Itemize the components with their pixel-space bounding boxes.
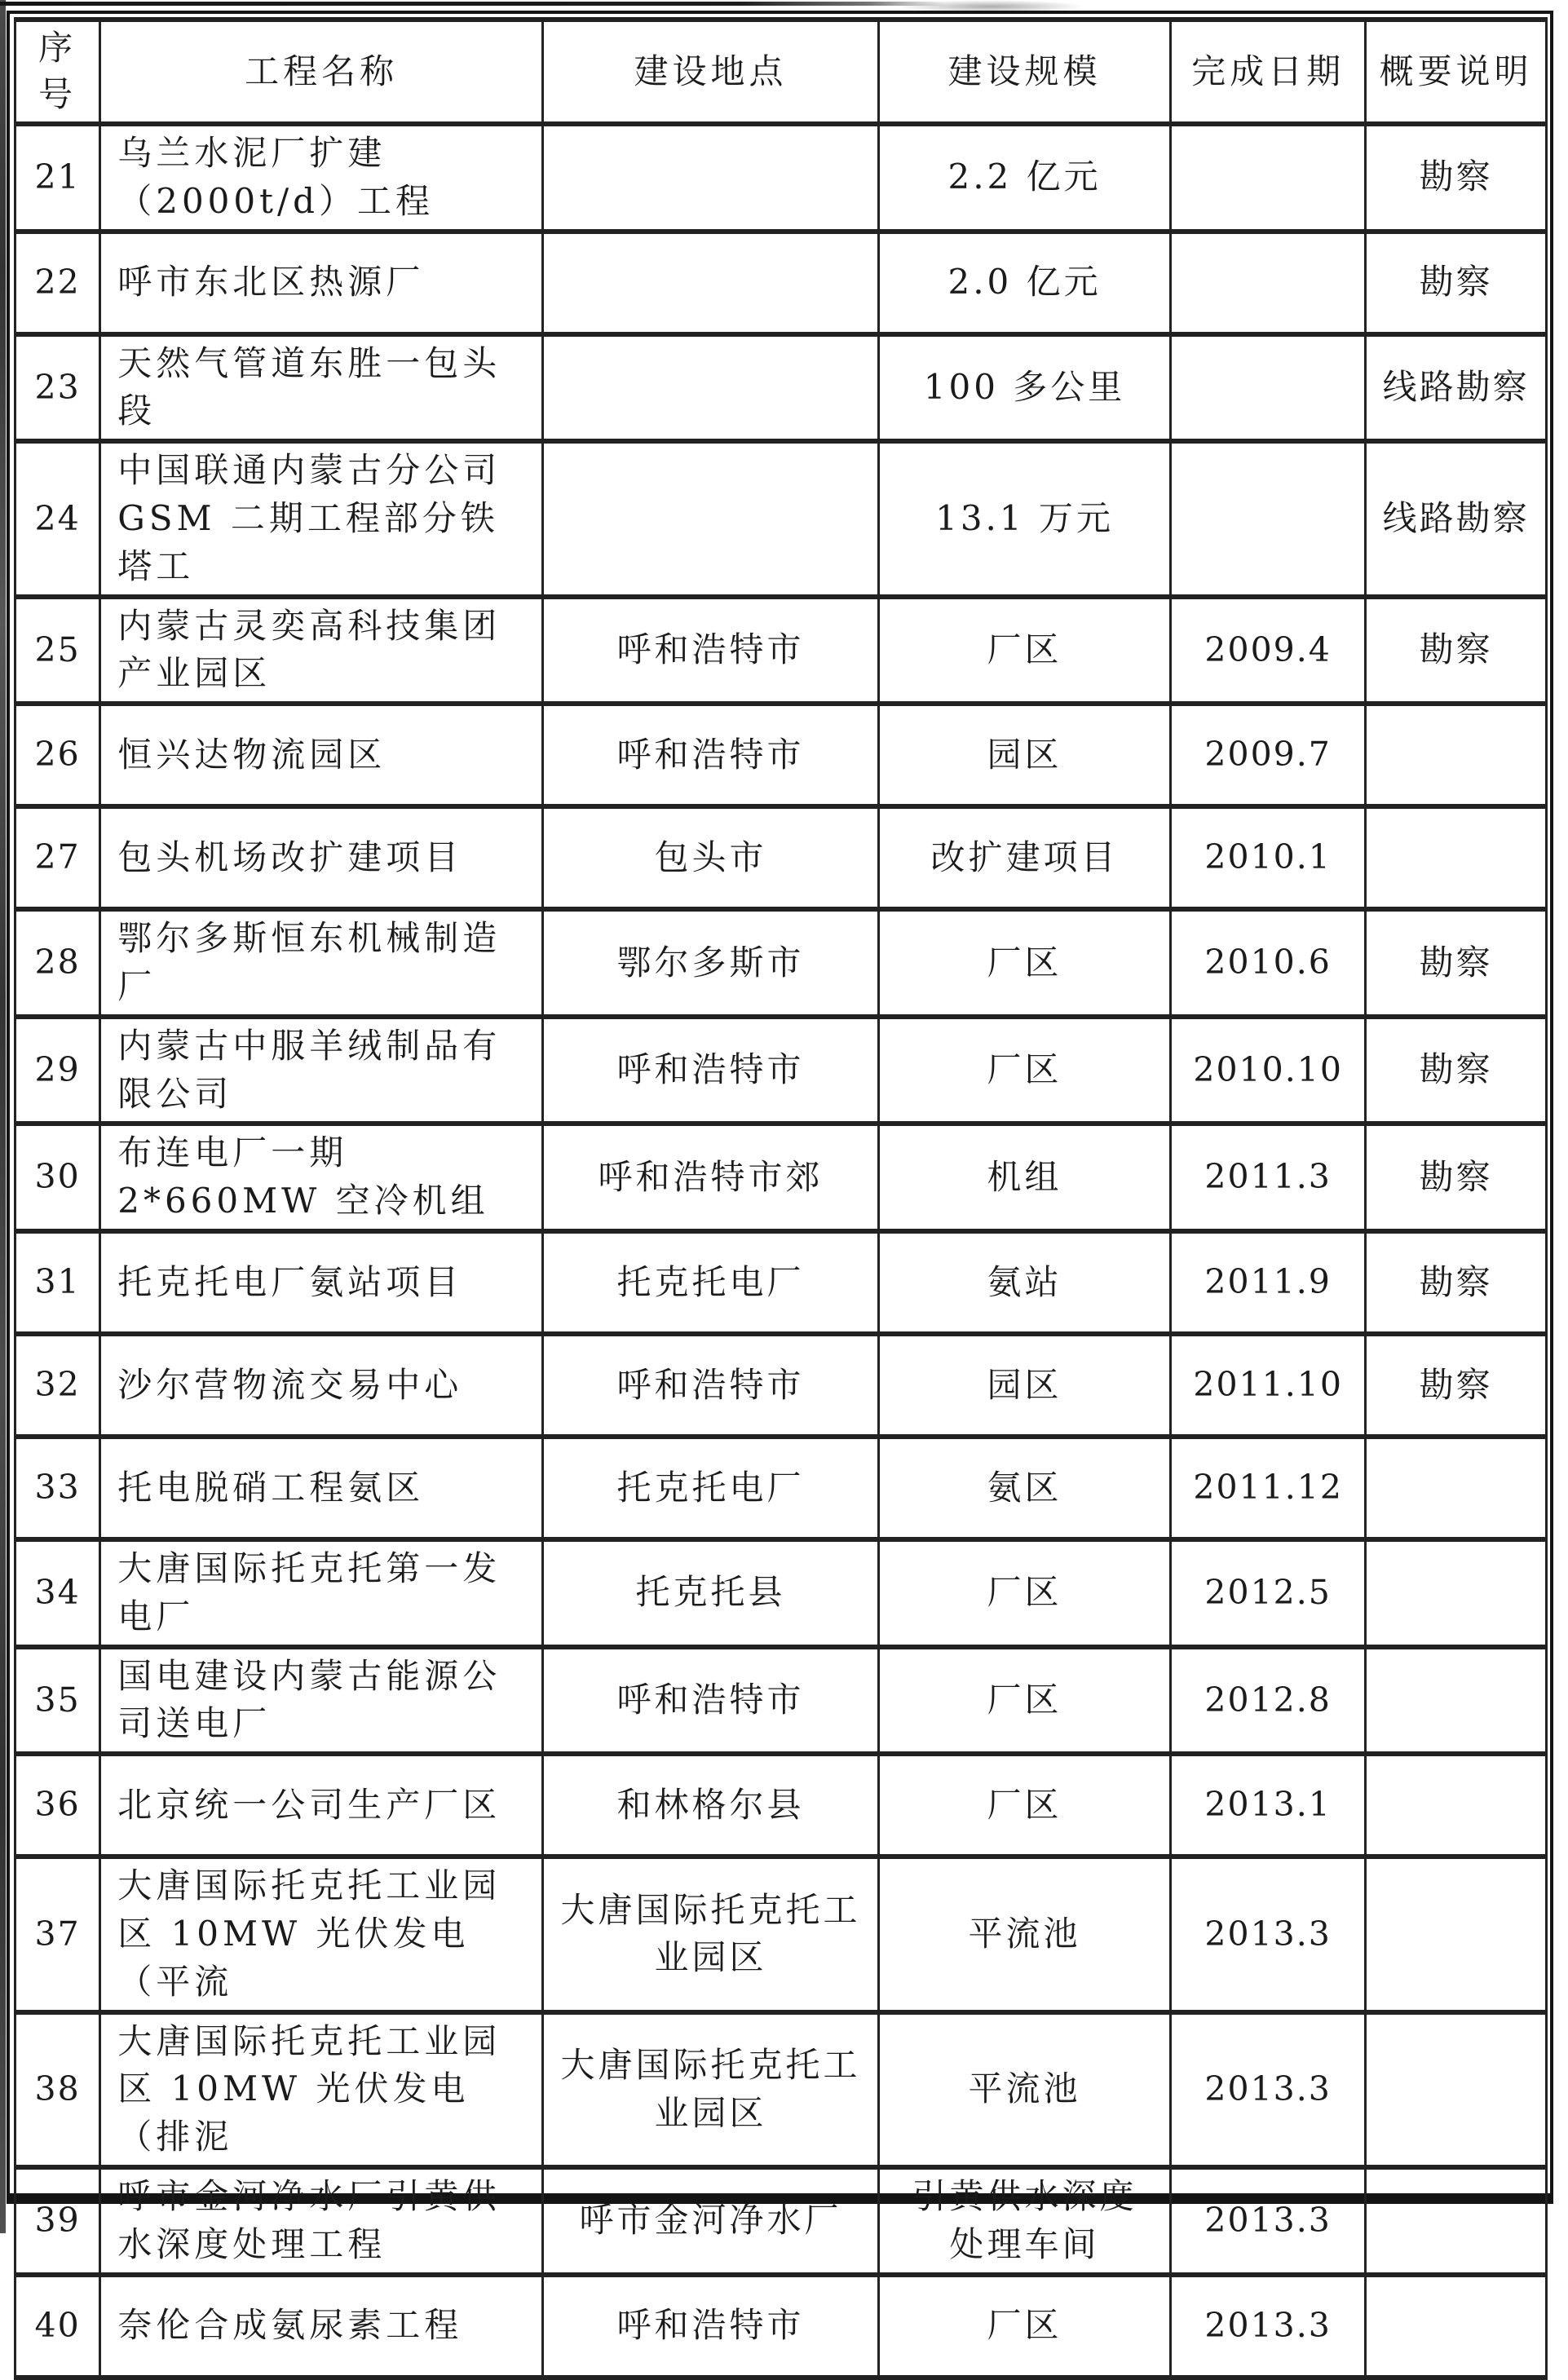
cell-location: 呼和浩特市	[542, 2275, 878, 2378]
table-row	[15, 704, 1547, 806]
cell-date: 2011.12	[1170, 1437, 1365, 1539]
cell-serial-number: 27	[15, 806, 100, 909]
cell-date: 2013.3	[1170, 1857, 1365, 2011]
projects-table	[14, 17, 1548, 2380]
cell-project-name: 托克托电厂氨站项目	[100, 1231, 543, 1334]
table-row	[15, 124, 1547, 232]
table-row	[15, 441, 1547, 596]
cell-serial-number: 26	[15, 704, 100, 806]
cell-note	[1366, 1647, 1547, 1755]
cell-date: 2009.4	[1170, 597, 1365, 704]
column-header-date: 完成日期	[1170, 20, 1365, 124]
cell-location	[542, 441, 878, 596]
cell-serial-number: 21	[15, 124, 100, 232]
cell-project-name: 内蒙古中服羊绒制品有限公司	[100, 1017, 543, 1124]
cell-location: 呼和浩特市郊	[542, 1124, 878, 1231]
cell-serial-number: 29	[15, 1017, 100, 1124]
cell-serial-number: 23	[15, 334, 100, 442]
cell-project-name: 北京统一公司生产厂区	[100, 1754, 543, 1857]
cell-location	[542, 232, 878, 334]
cell-project-name: 包头机场改扩建项目	[100, 806, 543, 909]
cell-project-name: 恒兴达物流园区	[100, 704, 543, 806]
cell-project-name: 沙尔营物流交易中心	[100, 1334, 543, 1437]
cell-scale: 2.2 亿元	[879, 124, 1171, 232]
header-row	[15, 20, 1547, 124]
cell-note	[1366, 2012, 1547, 2167]
table-row	[15, 1539, 1547, 1647]
cell-scale: 园区	[879, 704, 1171, 806]
cell-date	[1170, 441, 1365, 596]
cell-serial-number: 22	[15, 232, 100, 334]
table-row	[15, 1334, 1547, 1437]
cell-serial-number: 24	[15, 441, 100, 596]
cell-note	[1366, 1754, 1547, 1857]
table-row	[15, 1647, 1547, 1755]
cell-location: 呼市金河净水厂	[542, 2167, 878, 2275]
cell-date: 2011.10	[1170, 1334, 1365, 1437]
cell-location: 鄂尔多斯市	[542, 909, 878, 1017]
cell-scale: 园区	[879, 1334, 1171, 1437]
cell-serial-number: 40	[15, 2275, 100, 2378]
cell-date: 2012.5	[1170, 1539, 1365, 1647]
cell-scale: 氨区	[879, 1437, 1171, 1539]
table-row	[15, 1231, 1547, 1334]
cell-scale: 厂区	[879, 1754, 1171, 1857]
cell-note: 勘察	[1366, 232, 1547, 334]
cell-location: 大唐国际托克托工业园区	[542, 1857, 878, 2011]
cell-location: 托克托电厂	[542, 1231, 878, 1334]
cell-location: 呼和浩特市	[542, 1647, 878, 1755]
projects-table-frame	[7, 11, 1553, 2346]
cell-date: 2013.1	[1170, 1754, 1365, 1857]
cell-project-name: 呼市金河净水厂引黄供水深度处理工程	[100, 2167, 543, 2275]
cell-note: 勘察	[1366, 1124, 1547, 1231]
cell-scale: 引黄供水深度 处理车间	[879, 2167, 1171, 2275]
table-row	[15, 2275, 1547, 2378]
table-row	[15, 232, 1547, 334]
cell-date: 2011.9	[1170, 1231, 1365, 1334]
table-row	[15, 597, 1547, 704]
cell-serial-number: 39	[15, 2167, 100, 2275]
cell-scale: 平流池	[879, 1857, 1171, 2011]
cell-date: 2011.3	[1170, 1124, 1365, 1231]
cell-note: 勘察	[1366, 597, 1547, 704]
cell-serial-number: 33	[15, 1437, 100, 1539]
table-row	[15, 2167, 1547, 2275]
cell-location	[542, 124, 878, 232]
cell-location: 和林格尔县	[542, 1754, 878, 1857]
cell-location: 包头市	[542, 806, 878, 909]
cell-scale: 厂区	[879, 1017, 1171, 1124]
table-row	[15, 1437, 1547, 1539]
cell-scale: 厂区	[879, 1647, 1171, 1755]
cell-location: 呼和浩特市	[542, 1017, 878, 1124]
cell-scale: 13.1 万元	[879, 441, 1171, 596]
cell-date: 2010.10	[1170, 1017, 1365, 1124]
cell-project-name: 托电脱硝工程氨区	[100, 1437, 543, 1539]
cell-note: 勘察	[1366, 124, 1547, 232]
cell-date: 2010.1	[1170, 806, 1365, 909]
cell-scale: 100 多公里	[879, 334, 1171, 442]
cell-project-name: 大唐国际托克托第一发电厂	[100, 1539, 543, 1647]
table-row	[15, 1754, 1547, 1857]
cell-serial-number: 32	[15, 1334, 100, 1437]
cell-note: 勘察	[1366, 909, 1547, 1017]
cell-location: 大唐国际托克托工业园区	[542, 2012, 878, 2167]
cell-note	[1366, 2275, 1547, 2378]
cell-scale: 机组	[879, 1124, 1171, 1231]
cell-serial-number: 34	[15, 1539, 100, 1647]
cell-date: 2013.3	[1170, 2275, 1365, 2378]
table-row	[15, 806, 1547, 909]
column-header-location: 建设地点	[542, 20, 878, 124]
scan-edge-artifact-top	[0, 2, 946, 6]
cell-location: 呼和浩特市	[542, 704, 878, 806]
cell-project-name: 国电建设内蒙古能源公司送电厂	[100, 1647, 543, 1755]
cell-date	[1170, 232, 1365, 334]
cell-serial-number: 38	[15, 2012, 100, 2167]
cell-note	[1366, 2167, 1547, 2275]
column-header-project: 工程名称	[100, 20, 543, 124]
cell-project-name: 大唐国际托克托工业园区 10MW 光伏发电（排泥	[100, 2012, 543, 2167]
cell-serial-number: 37	[15, 1857, 100, 2011]
table-row	[15, 1124, 1547, 1231]
cell-note	[1366, 1539, 1547, 1647]
column-header-serial: 序号	[15, 20, 100, 124]
cell-serial-number: 25	[15, 597, 100, 704]
cell-location: 呼和浩特市	[542, 597, 878, 704]
cell-serial-number: 30	[15, 1124, 100, 1231]
scan-edge-artifact-left	[0, 0, 6, 2233]
cell-project-name: 乌兰水泥厂扩建 （2000t/d）工程	[100, 124, 543, 232]
cell-date: 2010.6	[1170, 909, 1365, 1017]
table-row	[15, 1857, 1547, 2011]
cell-date	[1170, 124, 1365, 232]
cell-note	[1366, 1857, 1547, 2011]
cell-scale: 厂区	[879, 909, 1171, 1017]
table-row	[15, 334, 1547, 442]
cell-scale: 厂区	[879, 597, 1171, 704]
cell-serial-number: 28	[15, 909, 100, 1017]
cell-scale: 改扩建项目	[879, 806, 1171, 909]
cell-project-name: 中国联通内蒙古分公司 GSM 二期工程部分铁塔工	[100, 441, 543, 596]
cell-location	[542, 334, 878, 442]
cell-serial-number: 31	[15, 1231, 100, 1334]
cell-location: 呼和浩特市	[542, 1334, 878, 1437]
cell-scale: 氨站	[879, 1231, 1171, 1334]
cell-project-name: 奈伦合成氨尿素工程	[100, 2275, 543, 2378]
cell-date: 2013.3	[1170, 2012, 1365, 2167]
cell-location: 托克托电厂	[542, 1437, 878, 1539]
table-row	[15, 1017, 1547, 1124]
cell-date: 2013.3	[1170, 2167, 1365, 2275]
column-header-note: 概要说明	[1366, 20, 1547, 124]
cell-note: 勘察	[1366, 1017, 1547, 1124]
cell-project-name: 大唐国际托克托工业园区 10MW 光伏发电（平流	[100, 1857, 543, 2011]
cell-note: 线路勘察	[1366, 334, 1547, 442]
cell-project-name: 鄂尔多斯恒东机械制造厂	[100, 909, 543, 1017]
cell-date: 2012.8	[1170, 1647, 1365, 1755]
cell-scale: 平流池	[879, 2012, 1171, 2167]
cell-scale: 厂区	[879, 1539, 1171, 1647]
cell-project-name: 布连电厂一期 2*660MW 空冷机组	[100, 1124, 543, 1231]
table-row	[15, 2012, 1547, 2167]
cell-note	[1366, 806, 1547, 909]
table-body	[15, 124, 1547, 2378]
cell-note: 勘察	[1366, 1231, 1547, 1334]
cell-date	[1170, 334, 1365, 442]
table-row	[15, 909, 1547, 1017]
column-header-scale: 建设规模	[879, 20, 1171, 124]
cell-project-name: 内蒙古灵奕高科技集团产业园区	[100, 597, 543, 704]
cell-note: 勘察	[1366, 1334, 1547, 1437]
cell-note	[1366, 1437, 1547, 1539]
cell-scale: 厂区	[879, 2275, 1171, 2378]
cell-project-name: 呼市东北区热源厂	[100, 232, 543, 334]
cell-note	[1366, 704, 1547, 806]
cell-project-name: 天然气管道东胜一包头段	[100, 334, 543, 442]
cell-serial-number: 35	[15, 1647, 100, 1755]
cell-scale: 2.0 亿元	[879, 232, 1171, 334]
cell-note: 线路勘察	[1366, 441, 1547, 596]
cell-location: 托克托县	[542, 1539, 878, 1647]
cell-date: 2009.7	[1170, 704, 1365, 806]
cell-serial-number: 36	[15, 1754, 100, 1857]
